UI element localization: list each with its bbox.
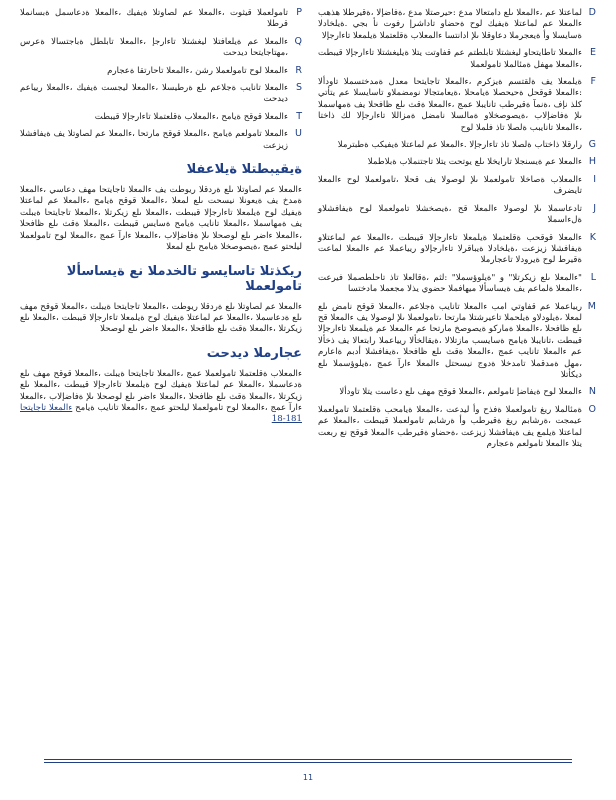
entry-text: ءالمعلا لوح تامولعملا رشن ،ءالمعلا تاحارتقا ةعجارم xyxy=(107,65,288,76)
section-heading-1: ةيقيبطتلا ةيلاعفلا xyxy=(186,162,302,178)
entry-item xyxy=(318,273,596,296)
entry-letter: E xyxy=(589,47,596,59)
entry-letter: N xyxy=(588,386,596,398)
entry-text: ءالمعلا قوقح ةيامح ،ءالمعلاب ةقلعتملا تاءارجإلا قيبطت xyxy=(94,111,288,122)
right-column xyxy=(318,8,596,456)
entry-item xyxy=(318,157,596,168)
left-column xyxy=(20,8,302,430)
entry-item xyxy=(318,140,596,151)
entry-item xyxy=(318,77,596,134)
entry-text: ءالمعلا تاطايتحاو ليغشتلا تابلطتم عم قفاوتت يتلا ةيليغشتلا تاءارجإلا قيبطت ،ءالمعلا مهفل ةمئالملا تامولعملا xyxy=(318,48,582,70)
entry-text: ءالمعلا عم ةيسنجلا تارايخلا ىلع يوتحت يتلا تاجتنملاب ةبلاطملا xyxy=(367,157,582,168)
entry-letter: I xyxy=(593,173,596,185)
section-heading-3: عجارملا ديدحت xyxy=(206,345,302,361)
entry-text: تامولعملا قيثوت ،ءالمعلا عم لصاوتلا ةيفيك ،ءالمعلا ةدعاسمل ةبسانملا قرطلا xyxy=(20,8,288,30)
entry-item xyxy=(318,302,596,382)
entry-text: ءالمعلا عم ةيلعافتلا ليغشتلا تاءارجإ ،ءالمعلا تابلطل ةباجتسالا ةعرس ،مهتاجايتحا ديدحت xyxy=(20,36,288,59)
entry-item xyxy=(20,66,302,77)
entry-item xyxy=(318,387,596,398)
entry-letter: K xyxy=(589,231,596,243)
footer-rule-bottom xyxy=(44,762,572,763)
entry-letter: J xyxy=(593,202,596,214)
entry-letter: U xyxy=(295,128,302,140)
footer-rule-top xyxy=(44,759,572,760)
reference-link[interactable]: ءالمعلا تاجايتحا 181-18 xyxy=(20,402,302,425)
entry-letter: L xyxy=(590,271,596,283)
left-entry-list xyxy=(20,8,302,152)
entry-letter: F xyxy=(590,76,596,88)
entry-text: ءالمعلا قوقحب ةقلعتملا ةيلمعلا تاءارجإلا قيبطت ،ءالمعلا عم لماعتلاو ةيفافشلا زيزعت ،ةيلخادلا ةيباقرلا تاءارجإلاو ريياعملا عم ءالمعلا لماعت ةقيرط لوح ةيرودلا تاعجارملا xyxy=(318,232,582,266)
entry-item xyxy=(318,8,596,42)
entry-item xyxy=(20,8,302,31)
entry-text: ءالمعلاب ةصاخلا تامولعملا ىلإ لوصولا يف قحلا ،تامولعملا لوح ءالمعلا تايضرف xyxy=(318,174,582,197)
entry-letter: H xyxy=(588,156,596,168)
entry-letter: G xyxy=(588,139,596,151)
entry-text: "ءالمعلا ىلع زيكرتلا" و "ةيلوؤسملا" :لثم ،ةقالعلا تاذ تاحلطصملا فيرعت ،ءالمعلا ةلماعم يف ةيساسألا ميهافملا حضوي يذلا مجعملا مادختسا xyxy=(318,272,582,295)
entry-letter: R xyxy=(295,64,302,76)
entry-letter: M xyxy=(587,300,596,312)
entry-letter: P xyxy=(296,7,302,18)
entry-item xyxy=(20,129,302,152)
entry-letter: T xyxy=(296,110,302,122)
entry-item xyxy=(318,175,596,198)
entry-letter: S xyxy=(295,82,302,94)
section-body-1: ءالمعلا عم لصاوتلا ىلع ةردقلا ريوطت يف ءالمعلا تاجايتحا مهف دعاسي ،ءالمعلا ةمدخ يف ةيعونلا نيسحت ىلع لمعلا ،ءالمعلا قوقح ةيامح ،ءالمعلا عم لماعتلا ةيفيك لوح ةيلمعلا تاءارجإلا قيبطت ،ءالمعلا ىلع زيكرتلا ،ءالمعلا تاجايتحا ةيبلت يف ةمهاسملا ،ءالمعلا تانايب ةيامح ةسايس قيبطت ،ءالمعلا ةقث ىلع ظافحلا ،ءالمعلا ءاضر ىلع لوصحلا ىلإ ةفاضإلاب ،ءالمعلا ءارآ عمج ،ءالمعلا لوح تامولعملا ليلحتو عمج ،ةيصوصخلا ةيامح ىلع لمعلا xyxy=(20,185,302,253)
entry-item xyxy=(20,112,302,123)
page-number: 11 xyxy=(302,773,314,782)
entry-text: ةمئالملا ريغ تامولعملا ةفذح وأ ليدعت ،ءالمعلا ةيامحب ةقلعتملا تامولعملا عيمجت ،ةرشابم ريغ ةقيرطب وأ ةرشابم تامولعملا قيبطت ،ءالمعلا عم لماعتلا ةيلمع يف ةيفافشلا زيزعت ،ةحضاو ةقيرطب ءالمعلا قوقح نع ربعت يتلا ءالمعلا تامولعم ةعجارم xyxy=(318,404,582,449)
entry-text: لماعتلا عم ،ءالمعلا ىلع دامتعالا مدع :حيرصتلا مدع ،ةفاضإلا ،ةقيرطلا هذهب ءالمعلا عم لماعتلا ةيفيك لوح ةحضاو تاداشرإ رفوت نأ بجي .ةيلخادلا ةسايسلا وأ ةيعجرملا دعاوقلا ىلإ ادانتسا ءالمعلاب ةقلعتملا ةيلمعلا تاءارجإلا xyxy=(318,8,582,41)
entry-text: رارقلا ذاختاب ةلصلا تاذ تاءارجإلا .ءالمعلا عم لماعتلا ةيفيكب ةطبترملا xyxy=(337,140,582,151)
entry-text: ءالمعلا تانايب ةجلاعم ىلع ةرطيسلا ،ءالمعلا ليجست ةيفيك ،ءالمعلا ريياعم ديدحت xyxy=(20,83,288,105)
entry-text: ريياعملا عم قفاوتي امب ءالمعلا تانايب ةجلاعم ،ءالمعلا قوقح نامض ىلع لمعلا ،ةيلودلاو ةيلحملا تاعيرشتلا مارتحا ،تامولعملا ىلإ لوصولا يف ءالمعلا قح ىلع ظافحلا ،ءالمعلا ةماركو ةيصوصخ مارتحا عم ءالمعلا عم ةيلمعلا تاءارجإلا قيبطت ،تانايبلا ةيامح ةسايسب مازتلالا ،ةيقالخألا ريياعملا رابتعالا يف ذخألا عم ءالمعلا تانايب عمج ،ءالمعلا ةقث ىلع ظافحلا ،ةيفافشلا أدبم ةاعارم ،مهل ةمدقملا تامدخلا ةدوج نيسحتل ءالمعلا ءارآ عمج ،ةيلوؤسملا ىلع ديكأتلا xyxy=(318,301,582,380)
entry-text: ءالمعلا تامولعم ةيامح ،ءالمعلا قوقح مارتحا ،ءالمعلا عم لصاوتلا يف ةيفافشلا زيزعت xyxy=(20,129,288,151)
entry-letter: O xyxy=(588,403,596,415)
entry-item xyxy=(20,37,302,60)
entry-text: تادعاسملا ىلإ لوصولا ءالمعلا قح ،ةيصخشلا تامولعملا لوح ةيفافشلاو ةلءاسملا xyxy=(318,203,582,226)
entry-item xyxy=(20,83,302,106)
entry-item xyxy=(318,204,596,227)
section-body-2: ءالمعلا عم لصاوتلا ىلع ةردقلا ريوطت ،ءالمعلا تاجايتحا ةيبلت ،ءالمعلا قوقح مهف ىلع ةدعاسملا ،ءالمعلا عم لماعتلا ةيفيك لوح ةيلمعلا تاءارجإلا قيبطت ،ءالمعلا ىلع زيكرتلا ،ءالمعلا ةقث ىلع ظافحلا ،ءالمعلا ءاضر ىلع لوصحلا xyxy=(20,301,302,335)
entry-item xyxy=(318,233,596,267)
entry-item xyxy=(318,48,596,71)
entry-item xyxy=(318,405,596,451)
section-body-3 xyxy=(20,369,302,426)
entry-letter: D xyxy=(588,7,596,18)
entry-text: ءالمعلا لوح ةيفاضإ تامولعم ،ءالمعلا قوقح مهف ىلع دعاست يتلا تاودألا xyxy=(339,387,582,398)
section-heading-2: ريكذتلا تاسايسو تالخدملا نع ةيساسألا تامولعملا xyxy=(66,263,302,294)
entry-letter: Q xyxy=(294,35,302,47)
entry-text: ةيلمعلا يف ةلقتسم ةيزكرم ،ءالمعلا تاجايتحا معدل ةمدختسملا تاودألا :ءالمعلا قوقحل ةحيحصلا ةيامحلا ،ةيعامتجالا نومضملاو تاسايسلا عم يتأتي كلذ نإف ،ةنمآ ةقيرطب تانايبلا عمج ،ءالمعلا ةقث ىلع ظافحلا يف ةمهاسملا ىلإ ةفاضإلاب ،ةيصوصخلاو ةمالسلا نامضل ةمزاللا تاءارجإلا لك ذاختا ،ءالمعلا تانايبب ةلصلا تاذ فلملا لوح xyxy=(318,77,582,133)
section-body-3-text: ءالمعلاب ةقلعتملا تامولعملا عمج ،ءالمعلا تاجايتحا ةيبلت ،ءالمعلا قوقح مهف ىلع ةدعاسملا ،ءالمعلا عم لماعتلا ةيفيك لوح ةيلمعلا تاءارجإلا قيبطت ،ءالمعلا ىلع زيكرتلا ،ءالمعلا ةقث ىلع ظافحلا ،ءالمعلا ءاضر ىلع لوصحلا ىلإ ةفاضإلاب ،ءالمعلا ءارآ عمج ،ءالمعلا لوح تامولعملا ليلحتو عمج ،ءالمعلا تانايب ةيامح xyxy=(20,368,302,413)
